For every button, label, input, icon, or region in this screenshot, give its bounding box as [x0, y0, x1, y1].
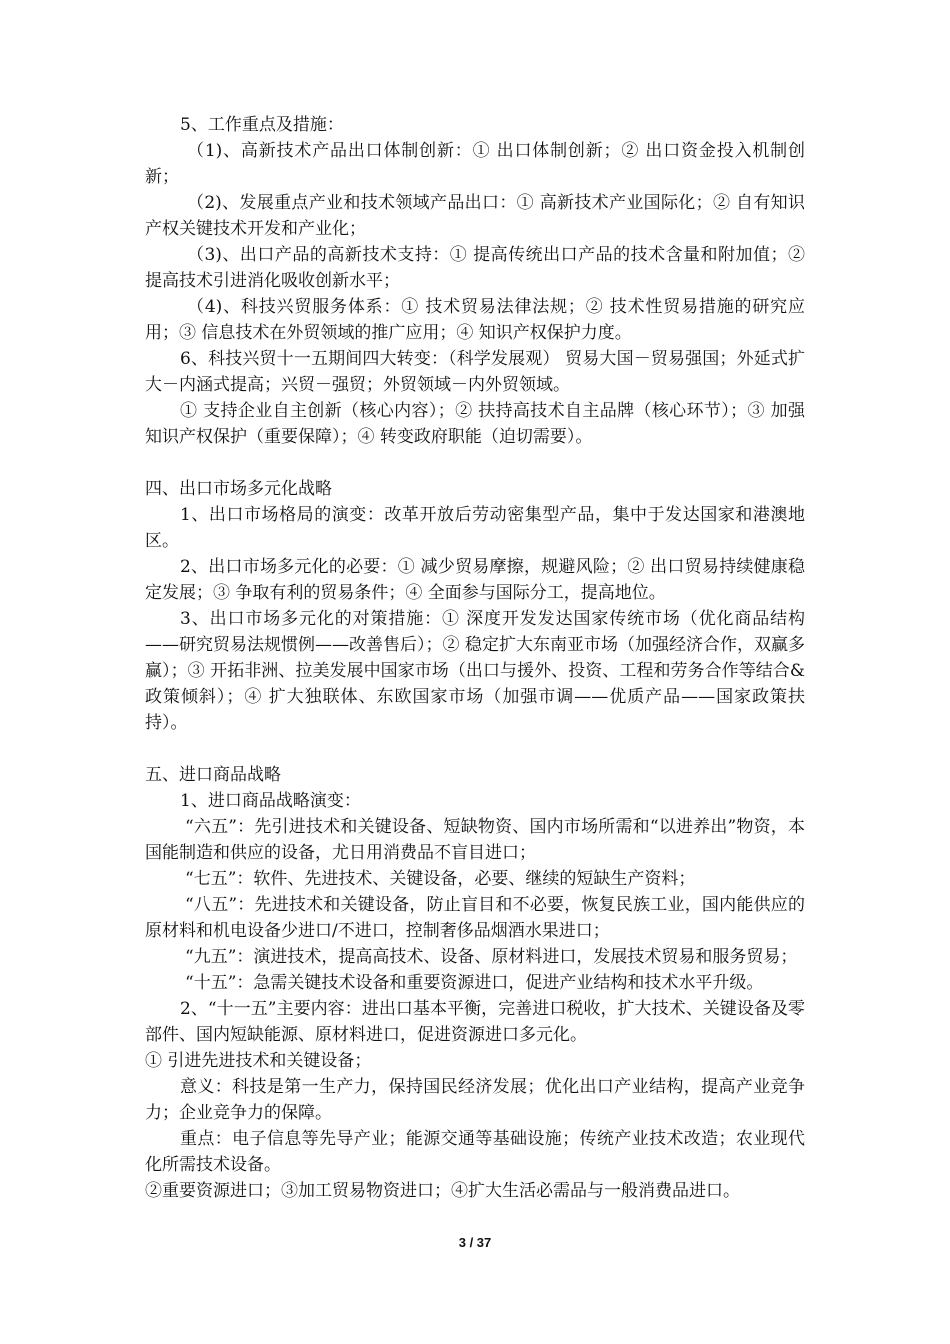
paragraph: （1)、高新技术产品出口体制创新：① 出口体制创新；② 出口资金投入机制创新；: [145, 141, 805, 187]
paragraph: 2、“十一五”主要内容：进出口基本平衡，完善进口税收，扩大技术、关键设备及零部件、国内短缺能源、原材料进口，促进资源进口多元化。: [145, 999, 805, 1045]
paragraph: 意义：科技是第一生产力，保持国民经济发展；优化出口产业结构，提高产业竞争力；企业竞争力的保障。: [145, 1077, 805, 1123]
paragraph: “七五”：软件、先进技术、关键设备，必要、继续的短缺生产资料；: [185, 869, 696, 889]
paragraph-spacer: [145, 736, 805, 762]
paragraph-spacer: [145, 450, 805, 476]
paragraph: 1、进口商品战略演变：: [180, 791, 361, 811]
document-body: [145, 112, 805, 1204]
paragraph: “十五”：急需关键技术设备和重要资源进口，促进产业结构和技术水平升级。: [185, 973, 764, 993]
paragraph: （4)、科技兴贸服务体系：① 技术贸易法律法规；② 技术性贸易措施的研究应用；③ 信息技术在外贸领域的推广应用；④ 知识产权保护力度。: [145, 297, 805, 343]
paragraph: “八五”：先进技术和关键设备，防止盲目和不必要，恢复民族工业，国内能供应的原材料和机电设备少进口/不进口，控制奢侈品烟酒水果进口；: [145, 895, 805, 941]
paragraph: ②重要资源进口；③加工贸易物资进口；④扩大生活必需品与一般消费品进口。: [145, 1181, 740, 1201]
paragraph: 3、出口市场多元化的对策措施：① 深度开发发达国家传统市场（优化商品结构——研究贸易法规惯例——改善售后）；② 稳定扩大东南亚市场（加强经济合作，双赢多赢）；③ 开拓非洲、拉美发展中国家市场（出口与援外、投资、工程和劳务合作等结合&政策倾斜）；④ 扩大独联体、东欧国家市场（加强市调——优质产品——国家政策扶持）。: [145, 609, 805, 733]
paragraph: 重点：电子信息等先导产业；能源交通等基础设施；传统产业技术改造；农业现代化所需技术设备。: [145, 1129, 805, 1175]
paragraph: 1、出口市场格局的演变：改革开放后劳动密集型产品，集中于发达国家和港澳地区。: [145, 505, 805, 551]
page-number: 3 / 37: [458, 1235, 492, 1250]
paragraph: 2、出口市场多元化的必要：① 减少贸易摩擦，规避风险；② 出口贸易持续健康稳定发展；③ 争取有利的贸易条件；④ 全面参与国际分工，提高地位。: [145, 557, 805, 603]
paragraph: 5、工作重点及措施：: [180, 115, 344, 135]
paragraph: ① 支持企业自主创新（核心内容）；② 扶持高技术自主品牌（核心环节）；③ 加强知识产权保护（重要保障）；④ 转变政府职能（迫切需要）。: [145, 401, 805, 447]
paragraph: 6、科技兴贸十一五期间四大转变：（科学发展观） 贸易大国－贸易强国；外延式扩大－内涵式提高；兴贸－强贸；外贸领域－内外贸领域。: [145, 349, 805, 395]
paragraph: ① 引进先进技术和关键设备；: [145, 1051, 372, 1071]
paragraph: “六五”：先引进技术和关键设备、短缺物资、国内市场所需和“以进养出”物资，本国能制造和供应的设备，尤日用消费品不盲目进口；: [145, 817, 805, 863]
paragraph: 五、进口商品战略: [145, 765, 281, 785]
paragraph: 四、出口市场多元化战略: [145, 479, 332, 499]
paragraph: （3)、出口产品的高新技术支持：① 提高传统出口产品的技术含量和附加值；② 提高技术引进消化吸收创新水平；: [145, 245, 805, 291]
paragraph: （2)、发展重点产业和技术领域产品出口：① 高新技术产业国际化；② 自有知识产权关键技术开发和产业化；: [145, 193, 805, 239]
paragraph: “九五”：演进技术，提高高技术、设备、原材料进口，发展技术贸易和服务贸易；: [185, 947, 798, 967]
